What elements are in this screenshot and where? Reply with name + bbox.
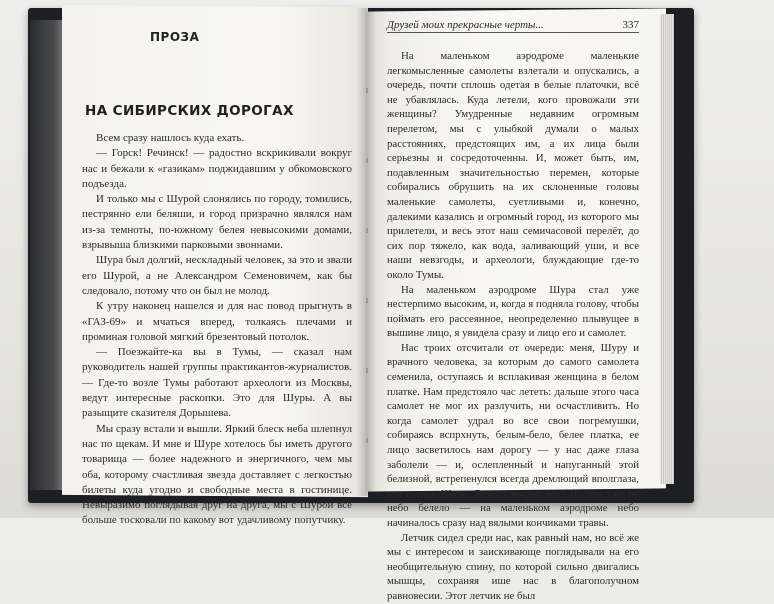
paragraph: Летчик сидел среди нас, как равный нам, но всё же мы с интересом и заискивающе поглядывали на его необщительную спину, по которой сильно двигались мышцы, сохраняя ише нас в благополучном равновесии. Этот летчик не был bbox=[387, 531, 639, 602]
paragraph: — Горск! Речинск! — радостно вскрикивали вокруг нас и бежали к «газикам» поджидавшим у обкомовского подъезда. bbox=[82, 147, 352, 190]
binding-stitch bbox=[366, 368, 368, 373]
chapter-title: НА СИБИРСКИХ ДОРОГАХ bbox=[85, 103, 294, 119]
paragraph: На маленьком аэродроме маленькие легкомысленные самолеты взлетали и опускались, а очередь, почти сплошь одетая в белые платочки, всё не убавлялась. Куда летели, кого провожали эти женщины? Умудренные недавним огромным перелетом, мы с улыбкой думали о малых расстояниях, предстоящих им, а их лица были серьезны и сосредоточенны. И, может быть, им, подавленным значительностью перемен, которые собирались обрушить на их склоненные головы маленькие самолеты, суетливыми и, конечно, далекими казались и огромный город, из которого мы прилетели, и весь этот наш семичасовой перелёт, до сих пор тяжело, как вода, заливающий уши, и все наши невзгоды, и археологи, блуждающие где-то около Тумы. bbox=[387, 50, 639, 281]
binding-stitch bbox=[366, 228, 368, 233]
binding-stitch bbox=[366, 88, 368, 93]
section-header: ПРОЗА bbox=[150, 30, 200, 44]
page-number: 337 bbox=[622, 19, 639, 31]
paragraph: Нас троих отсчитали от очереди: меня, Шуру и врачного человека, за которым до самого самолета семенила, оступаясь и всплакивая женщина в белом платке. Нам предстояло час лететь: дальше этого часа самолет не мог их разлучить, ни осчастливить. Но когда самолет удрал во все свои погремушки, собираясь вспрхнуть, белым-бело, белее платка, ее лицо засветилось нам дорогу — у нас даже глаза заболели — и, ослепленный и напуганный этой белизной, встрепенулся всегда дремлющий вполглаза, как птица, Шура. Белело вокруг нас! Но это уже не небо белело — на маленьком аэродроме небо начиналось сразу над вялыми кончиками травы. bbox=[387, 341, 639, 529]
paragraph: И только мы с Шурой слонялись по городу, томились, пестрянно ели беляши, и город призрачно являлся нам из-за темноты, по-южному белея невысокими домами, взрывыша близкими парковыми звоннами. bbox=[82, 193, 352, 252]
running-head bbox=[387, 19, 639, 33]
binding-stitch bbox=[366, 298, 368, 303]
binding-stitch bbox=[366, 438, 368, 443]
right-page-text bbox=[387, 49, 639, 604]
paragraph: Шура был долгий, нескладный человек, за это и звали его Шурой, а не Александром Семеновичем, как бы следовало, потому что он был не молод. bbox=[82, 254, 352, 297]
page-edges bbox=[660, 14, 674, 484]
paragraph: На маленьком аэродроме Шура стал уже нестерпимо высоким, и, когда я подняла голову, чтобы поймать его рассеянное, неопределенно плывущее в вышине лицо, я увидела сразу и лицо его и самолет. bbox=[387, 283, 639, 340]
binding-stitch bbox=[366, 158, 368, 163]
paragraph: К утру наконец нашелся и для нас повод прыгнуть в «ГАЗ-69» и мчаться вперед, толкаясь плечами и проминая головой мягкий брезентовый потолок. bbox=[82, 300, 352, 343]
left-page-text bbox=[82, 131, 352, 529]
paragraph: — Поезжайте-ка вы в Тумы, — сказал нам руководитель нашей группы практикантов-журналистов. — Где-то возле Тумы работают археологи из Москвы, ведут интересные раскопки. Это для Шуры. А вы разыщите сказителя Дорышева. bbox=[82, 346, 352, 420]
running-title: Друзей моих прекрасные черты... bbox=[387, 19, 544, 31]
paragraph: Всем сразу нашлось куда ехать. bbox=[96, 132, 245, 144]
paragraph: Мы сразу встали и вышли. Яркий блеск неба шлепнул нас по щекам. И мне и Шуре хотелось бы иметь другого товарища — более надежного и энергичного, чем мы оба, которому счастливая звезда доставляет с легкостью билеты куда угодно и свободные места в гостинице. Невыразимо поглядывая друг на друга, мы с Шурой всё больше тосковали по какому вот удачливому попутчику. bbox=[82, 422, 352, 527]
